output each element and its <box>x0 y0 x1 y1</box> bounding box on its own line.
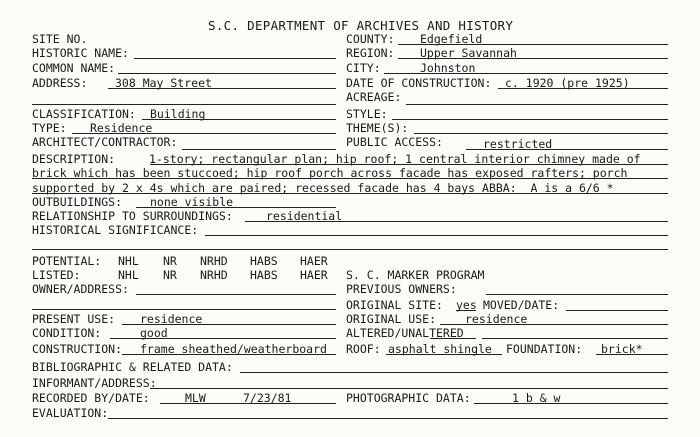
original-use-label: ORIGINAL USE: <box>346 312 437 326</box>
original-use-line <box>440 324 668 325</box>
outbuildings-value: none visible <box>150 195 234 209</box>
original-site-line <box>456 310 476 311</box>
construction-line <box>122 354 336 355</box>
historical-significance-line-2 <box>32 249 668 250</box>
architect-label: ARCHITECT/CONTRACTOR: <box>32 135 178 149</box>
recorded-by-label: RECORDED BY/DATE: <box>32 391 150 405</box>
region-line <box>398 58 668 59</box>
altered-line <box>482 338 668 339</box>
construction-label: CONSTRUCTION: <box>32 342 123 356</box>
listed-haer: HAER <box>300 268 328 282</box>
architect-line <box>182 149 336 150</box>
photographic-data-line <box>474 403 668 404</box>
region-value: Upper Savannah <box>420 46 517 60</box>
description-line-3: supported by 2 x 4s which are paired; recessed facade has 4 bays ABBA: A is a 6/6 * <box>32 181 614 195</box>
present-use-label: PRESENT USE: <box>32 312 116 326</box>
bibliographic-line <box>240 372 668 373</box>
type-label: TYPE: <box>32 121 67 135</box>
county-line <box>398 44 668 45</box>
historical-significance-line <box>205 235 668 236</box>
address-line <box>108 88 336 89</box>
acreage-label: ACREAGE: <box>346 90 402 104</box>
roof-value: asphalt shingle <box>388 342 492 356</box>
condition-line <box>110 338 336 339</box>
city-value: Johnston <box>420 61 476 75</box>
public-access-line <box>466 149 668 150</box>
date-of-construction-value: c. 1920 (pre 1925) <box>505 76 630 90</box>
style-label: STYLE: <box>346 107 388 121</box>
previous-owners-label: PREVIOUS OWNERS: <box>346 282 457 296</box>
common-name-line <box>118 73 336 74</box>
classification-value: Building <box>150 107 206 121</box>
roof-line <box>386 354 502 355</box>
owner-address-line <box>136 294 336 295</box>
present-use-line <box>122 324 336 325</box>
original-site-value: yes <box>456 298 477 312</box>
evaluation-line <box>108 418 668 419</box>
description-label: DESCRIPTION: <box>32 152 116 166</box>
owner-address-label: OWNER/ADDRESS: <box>32 282 129 296</box>
altered-unaltered-label: ALTERED/UNALTERED <box>346 326 464 340</box>
region-label: REGION: <box>346 46 395 60</box>
listed-nr: NR <box>163 268 177 282</box>
type-value: Residence <box>90 121 153 135</box>
potential-nrhd: NRHD <box>200 254 228 268</box>
acreage-line <box>406 104 668 105</box>
description-line-2: brick which has been stuccoed; hip roof porch across facade has exposed rafters; porch <box>32 166 628 180</box>
recorded-date-value: 7/23/81 <box>243 391 292 405</box>
bibliographic-label: BIBLIOGRAPHIC & RELATED DATA: <box>32 360 233 374</box>
foundation-label: FOUNDATION: <box>506 342 583 356</box>
foundation-line <box>596 354 668 355</box>
section-divider-left <box>32 104 336 105</box>
site-no-label: SITE NO. <box>32 32 88 46</box>
listed-nhl: NHL <box>118 268 139 282</box>
common-name-label: COMMON NAME: <box>32 61 116 75</box>
address-label: ADDRESS: <box>32 76 88 90</box>
potential-label: POTENTIAL: <box>32 254 102 268</box>
moved-date-label: MOVED/DATE: <box>483 298 560 312</box>
original-site-label: ORIGINAL SITE: <box>346 298 443 312</box>
type-line <box>72 133 336 134</box>
informant-address-label: INFORMANT/ADDRESS: <box>32 376 157 390</box>
original-use-value: residence <box>465 312 528 326</box>
potential-nhl: NHL <box>118 254 139 268</box>
relationship-line <box>245 221 668 222</box>
relationship-value: residential <box>266 209 343 223</box>
description-line-rule-3 <box>32 193 668 194</box>
listed-label: LISTED: <box>32 268 81 282</box>
condition-label: CONDITION: <box>32 326 102 340</box>
listed-nrhd: NRHD <box>200 268 228 282</box>
photographic-data-label: PHOTOGRAPHIC DATA: <box>346 391 471 405</box>
marker-program-label: S. C. MARKER PROGRAM <box>346 268 485 282</box>
themes-label: THEME(S): <box>346 121 409 135</box>
date-of-construction-line <box>498 88 668 89</box>
address-value: 308 May Street <box>115 76 212 90</box>
construction-value: frame sheathed/weatherboard <box>140 342 327 356</box>
historic-name-line <box>134 58 336 59</box>
recorded-by-value: MLW <box>185 391 206 405</box>
moved-date-line <box>566 310 668 311</box>
description-line-1: 1-story; rectangular plan; hip roof; 1 central interior chimney made of <box>149 152 641 166</box>
classification-line <box>142 119 336 120</box>
previous-owners-line <box>486 294 668 295</box>
owner-address-line-2 <box>32 309 336 310</box>
outbuildings-label: OUTBUILDINGS: <box>32 195 123 209</box>
county-value: Edgefield <box>420 32 483 46</box>
public-access-label: PUBLIC ACCESS: <box>346 135 443 149</box>
potential-nr: NR <box>163 254 177 268</box>
potential-haer: HAER <box>300 254 328 268</box>
outbuildings-line <box>136 207 336 208</box>
historic-name-label: HISTORIC NAME: <box>32 46 129 60</box>
relationship-label: RELATIONSHIP TO SURROUNDINGS: <box>32 209 233 223</box>
unaltered-underline <box>430 338 476 339</box>
informant-address-line <box>150 388 668 389</box>
historical-significance-label: HISTORICAL SIGNIFICANCE: <box>32 223 199 237</box>
public-access-value: restricted <box>483 137 553 151</box>
form-header: S.C. DEPARTMENT OF ARCHIVES AND HISTORY <box>208 18 514 33</box>
style-line <box>392 119 668 120</box>
roof-label: ROOF: <box>346 342 381 356</box>
listed-habs: HABS <box>250 268 278 282</box>
foundation-value: brick* <box>601 342 643 356</box>
evaluation-label: EVALUATION: <box>32 406 109 420</box>
recorded-by-line <box>160 403 336 404</box>
description-line-rule-1 <box>150 164 668 165</box>
condition-value: good <box>140 326 168 340</box>
themes-line <box>414 133 668 134</box>
city-label: CITY: <box>346 61 381 75</box>
date-of-construction-label: DATE OF CONSTRUCTION: <box>346 76 492 90</box>
potential-habs: HABS <box>250 254 278 268</box>
county-label: COUNTY: <box>346 32 395 46</box>
photographic-data-value: 1 b & w <box>512 391 561 405</box>
description-line-rule-2 <box>32 178 668 179</box>
city-line <box>384 73 668 74</box>
classification-label: CLASSIFICATION: <box>32 107 136 121</box>
present-use-value: residence <box>140 312 203 326</box>
